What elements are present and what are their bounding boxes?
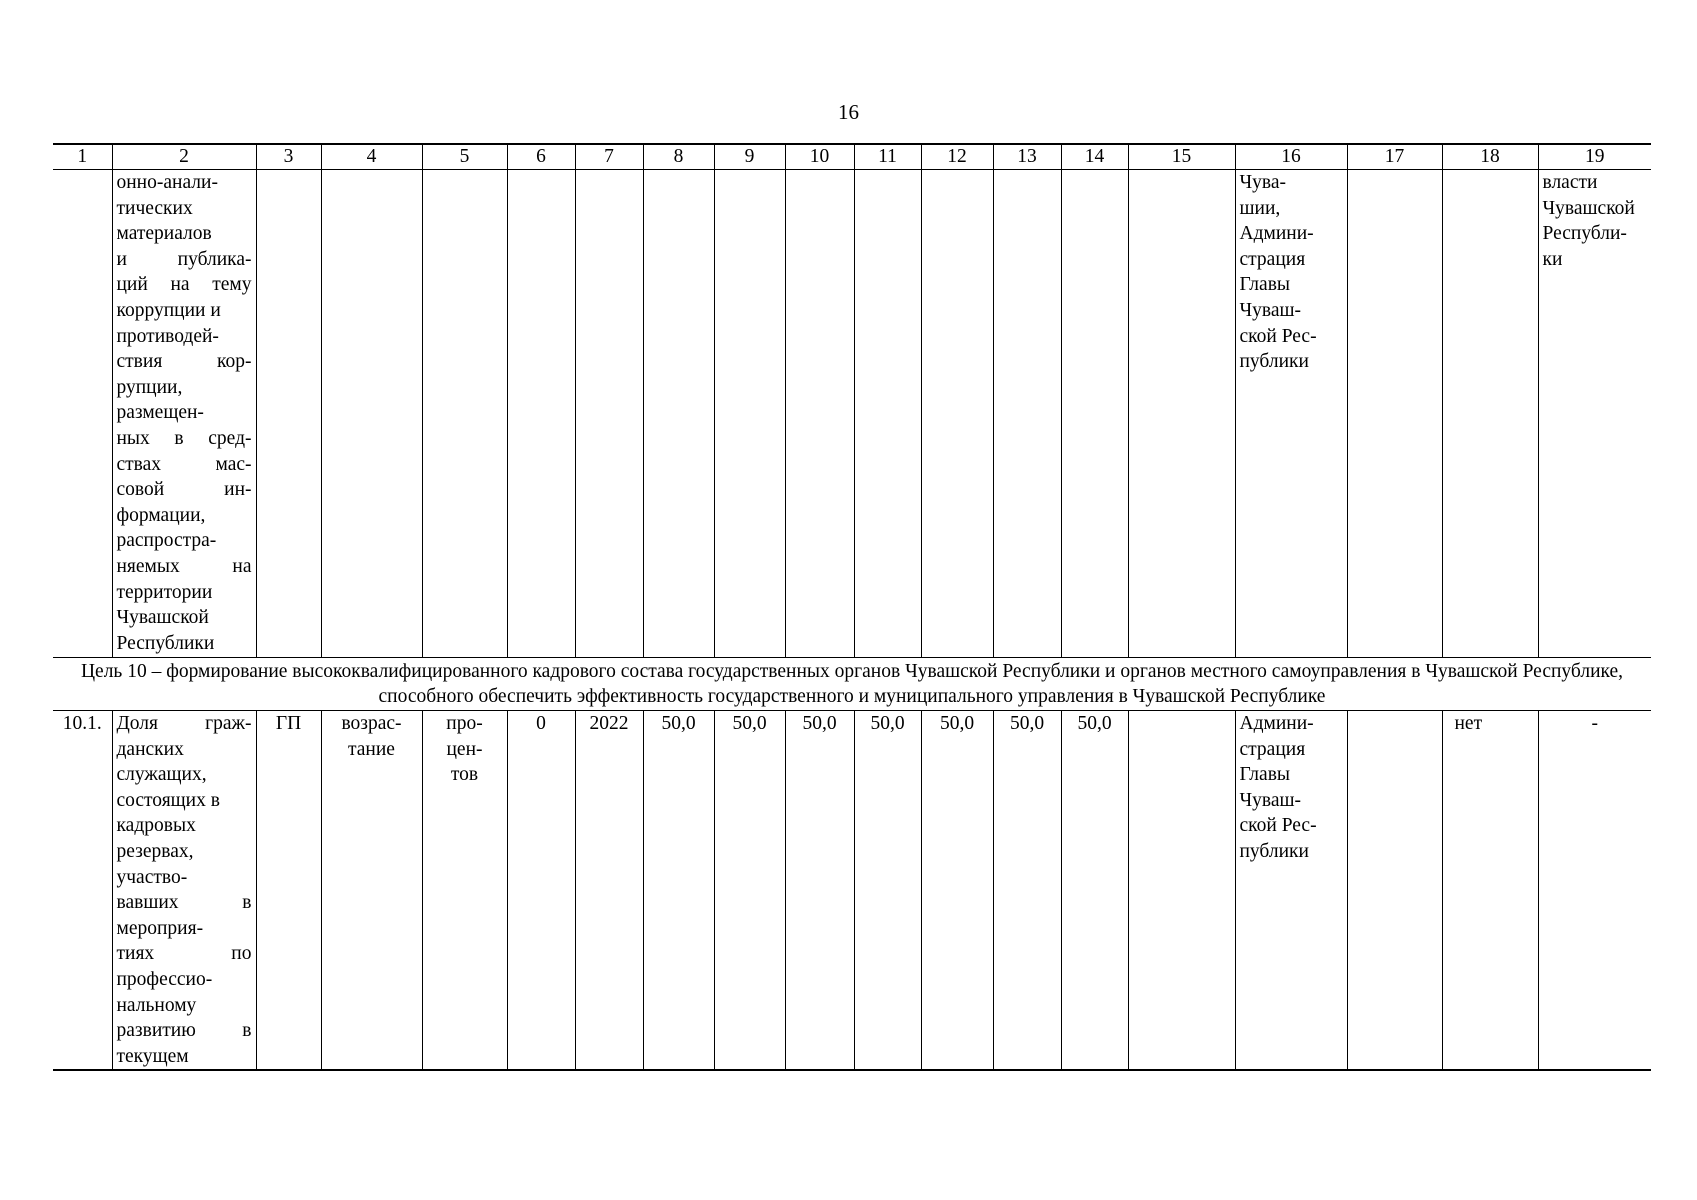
cell-text-line: Главы (1239, 274, 1291, 296)
column-number: 12 (921, 144, 993, 170)
cell-text-line: рупции, (116, 376, 183, 398)
cell-text-line: резервах, (116, 840, 194, 862)
cell-text-line: Чувашской (116, 607, 209, 629)
cell-text-line: Чувашской (1542, 197, 1635, 219)
value-cell: 50,0 (1061, 711, 1128, 1071)
column-number: 15 (1128, 144, 1235, 170)
cell-text-line: кадровых (116, 815, 196, 837)
table-row (53, 170, 1651, 658)
cell-text-line: тических (116, 197, 193, 219)
cell-text-line: ствах мас- (116, 453, 252, 475)
column-number: 5 (422, 144, 507, 170)
responsible-cell (1235, 170, 1347, 658)
cell-text-line: Главы (1239, 764, 1291, 786)
column-number: 3 (256, 144, 321, 170)
table-cell (575, 170, 643, 658)
cell-text-line: данских (116, 738, 184, 760)
value-cell: 50,0 (785, 711, 854, 1071)
value-cell: 0 (507, 711, 575, 1071)
value-cell: 50,0 (921, 711, 993, 1071)
table-cell (854, 170, 921, 658)
cell-text-line: Админи- (1239, 713, 1314, 734)
cell-text-line: распростра- (116, 530, 217, 552)
table-cell (1061, 170, 1128, 658)
indicator-name-cell (112, 170, 256, 658)
column-number: 19 (1538, 144, 1651, 170)
note-cell: - (1538, 711, 1651, 1071)
cell-text-line: страция (1239, 738, 1306, 760)
cell-text-line: Чува- (1239, 172, 1287, 193)
table-cell (1347, 711, 1442, 1071)
row-number-cell: 10.1. (53, 711, 112, 1071)
cell-text-line: тов (450, 764, 479, 786)
column-number: 10 (785, 144, 854, 170)
cell-text-line: шии, (1239, 197, 1281, 219)
cell-text-line: ской Рес- (1239, 325, 1317, 347)
value-cell: 50,0 (714, 711, 785, 1071)
responsible-cell (1235, 711, 1347, 1071)
cell-text-line: ской Рес- (1239, 815, 1317, 837)
year-cell: 2022 (575, 711, 643, 1071)
cell-text-line: развитию в (116, 1020, 252, 1042)
cell-text-line: страция (1239, 248, 1306, 270)
cell-text-line: коррупции и (116, 299, 221, 321)
responsible-text (1240, 711, 1343, 865)
cell-text-line: цен- (446, 738, 483, 760)
column-number: 9 (714, 144, 785, 170)
page-number: 16 (838, 100, 859, 124)
indicator-name-cell (112, 711, 256, 1071)
table-cell (643, 170, 714, 658)
cell-text-line: Чуваш- (1239, 789, 1302, 811)
column-number: 4 (321, 144, 422, 170)
unit-text (427, 711, 503, 788)
indicator-name-text (117, 711, 252, 1069)
table-cell (422, 170, 507, 658)
cell-text-line: территории (116, 581, 213, 603)
cell-text-line: тание (348, 738, 395, 760)
column-number: 14 (1061, 144, 1128, 170)
cell-text-line: публики (1239, 840, 1309, 862)
cell-text-line: противодей- (116, 325, 219, 347)
column-number-row (53, 144, 1651, 170)
cell-text-line: ций на тему (116, 274, 252, 296)
responsible-text (1240, 170, 1343, 375)
cell-text-line: профессио- (116, 968, 213, 990)
table-cell (256, 170, 321, 658)
cell-text-line: про- (446, 713, 483, 734)
flag-cell: нет (1442, 711, 1538, 1071)
table-cell (507, 170, 575, 658)
goal-row (53, 658, 1651, 711)
table-cell (1347, 170, 1442, 658)
note-text (1543, 170, 1648, 272)
cell-text-line: материалов (116, 223, 212, 245)
column-number: 1 (53, 144, 112, 170)
cell-text-line: Республики (116, 632, 215, 654)
column-number: 17 (1347, 144, 1442, 170)
table-cell (993, 170, 1061, 658)
table-cell (1128, 170, 1235, 658)
cell-text-line: Доля граж- (116, 713, 252, 734)
cell-text-line: вавших в (116, 892, 252, 914)
column-number: 7 (575, 144, 643, 170)
cell-text-line: участво- (116, 866, 188, 888)
cell-text-line: Админи- (1239, 223, 1314, 245)
table-cell (1442, 170, 1538, 658)
goal-text: Цель 10 – формирование высококвалифицированного кадрового состава государственных органов Чувашской Республики и органов местного самоуправления в Чувашской Республике, способного обеспечить эффективность государственного и муниципального управления в Чувашской Республике (53, 658, 1651, 711)
program-type-cell: ГП (256, 711, 321, 1071)
table-cell (921, 170, 993, 658)
column-number: 11 (854, 144, 921, 170)
unit-cell (422, 711, 507, 1071)
column-number: 8 (643, 144, 714, 170)
table-cell (785, 170, 854, 658)
value-cell: 50,0 (993, 711, 1061, 1071)
cell-text-line: Чуваш- (1239, 299, 1302, 321)
column-number: 6 (507, 144, 575, 170)
note-cell (1538, 170, 1651, 658)
column-number: 16 (1235, 144, 1347, 170)
cell-text-line: ки (1542, 248, 1563, 270)
cell-text-line: совой ин- (116, 479, 252, 501)
cell-text-line: тиях по (116, 943, 252, 965)
table-cell (321, 170, 422, 658)
cell-text-line: ствия кор- (116, 351, 252, 373)
cell-text-line: мероприя- (116, 917, 204, 939)
row-number-cell (53, 170, 112, 658)
indicators-table (53, 143, 1651, 1071)
table-row (53, 711, 1651, 1071)
cell-text-line: служащих, (116, 764, 207, 786)
cell-text-line: текущем (116, 1045, 189, 1067)
cell-text-line: состоящих в (116, 789, 220, 811)
cell-text-line: и публика- (116, 248, 252, 270)
trend-cell (321, 711, 422, 1071)
indicator-name-text (117, 170, 252, 656)
cell-text-line: власти (1542, 172, 1598, 193)
column-number: 13 (993, 144, 1061, 170)
table-cell (1128, 711, 1235, 1071)
value-cell: 50,0 (643, 711, 714, 1071)
cell-text-line: формации, (116, 504, 206, 526)
cell-text-line: ных в сред- (116, 427, 252, 449)
cell-text-line: возрас- (341, 713, 402, 734)
column-number: 2 (112, 144, 256, 170)
column-number: 18 (1442, 144, 1538, 170)
trend-text (326, 711, 418, 762)
value-cell: 50,0 (854, 711, 921, 1071)
cell-text-line: нальному (116, 994, 197, 1016)
cell-text-line: няемых на (116, 555, 252, 577)
cell-text-line: публики (1239, 351, 1309, 373)
cell-text-line: онно-анали- (116, 172, 218, 193)
table-cell (714, 170, 785, 658)
cell-text-line: Республи- (1542, 223, 1627, 245)
cell-text-line: размещен- (116, 402, 204, 424)
